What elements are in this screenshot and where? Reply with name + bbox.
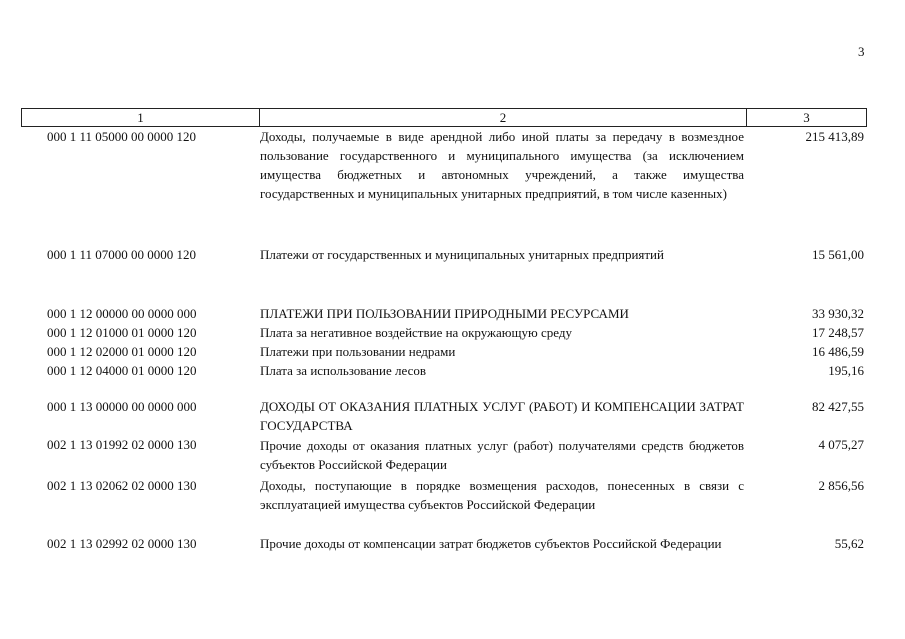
row-amount: 33 930,32 — [812, 306, 864, 321]
row-amount: 2 856,56 — [818, 478, 864, 493]
row-amount: 15 561,00 — [812, 247, 864, 262]
row-amount: 4 075,27 — [818, 437, 864, 452]
row-code: 000 1 11 07000 00 0000 120 — [47, 247, 197, 262]
row-description: Доходы, получаемые в виде арендной либо иной платы за передачу в возмездное пользование государственного и муниципального имущества (за исключением имущества бюджетных и автономных учреждений, а также имущества государственных и муниципальных унитарных предприятий, в том числе казенных) — [260, 129, 744, 201]
row-amount: 82 427,55 — [812, 399, 864, 414]
row-code: 000 1 12 04000 01 0000 120 — [47, 363, 197, 378]
row-code: 000 1 11 05000 00 0000 120 — [47, 129, 197, 144]
page-number: 3 — [858, 44, 865, 59]
row-amount: 17 248,57 — [812, 325, 864, 340]
row-code: 002 1 13 02062 02 0000 130 — [47, 478, 197, 493]
row-amount: 215 413,89 — [805, 129, 864, 144]
row-code: 000 1 12 02000 01 0000 120 — [47, 344, 197, 359]
row-amount: 16 486,59 — [812, 344, 864, 359]
row-code: 002 1 13 01992 02 0000 130 — [47, 437, 197, 452]
row-description: Плата за негативное воздействие на окружающую среду — [260, 325, 572, 340]
table-header-col-2: 2 — [259, 108, 747, 127]
row-description: Прочие доходы от оказания платных услуг (работ) получателями средств бюджетов субъектов Российской Федерации — [260, 438, 744, 472]
row-code: 000 1 12 00000 00 0000 000 — [47, 306, 197, 321]
row-description: Доходы, поступающие в порядке возмещения расходов, понесенных в связи с эксплуатацией имущества субъектов Российской Федерации — [260, 478, 744, 512]
row-description: Платежи при пользовании недрами — [260, 344, 456, 359]
table-header-col-3: 3 — [746, 108, 867, 127]
row-amount: 195,16 — [828, 363, 864, 378]
row-description: Плата за использование лесов — [260, 363, 426, 378]
row-code: 002 1 13 02992 02 0000 130 — [47, 536, 197, 551]
row-amount: 55,62 — [834, 536, 864, 551]
row-code: 000 1 12 01000 01 0000 120 — [47, 325, 197, 340]
row-code: 000 1 13 00000 00 0000 000 — [47, 399, 197, 414]
row-description: ДОХОДЫ ОТ ОКАЗАНИЯ ПЛАТНЫХ УСЛУГ (РАБОТ) И КОМПЕНСАЦИИ ЗАТРАТ ГОСУДАРСТВА — [260, 399, 744, 433]
row-description: ПЛАТЕЖИ ПРИ ПОЛЬЗОВАНИИ ПРИРОДНЫМИ РЕСУРСАМИ — [260, 306, 629, 321]
table-header-col-1: 1 — [21, 108, 260, 127]
row-description: Прочие доходы от компенсации затрат бюджетов субъектов Российской Федерации — [260, 536, 722, 551]
row-description: Платежи от государственных и муниципальных унитарных предприятий — [260, 247, 664, 262]
